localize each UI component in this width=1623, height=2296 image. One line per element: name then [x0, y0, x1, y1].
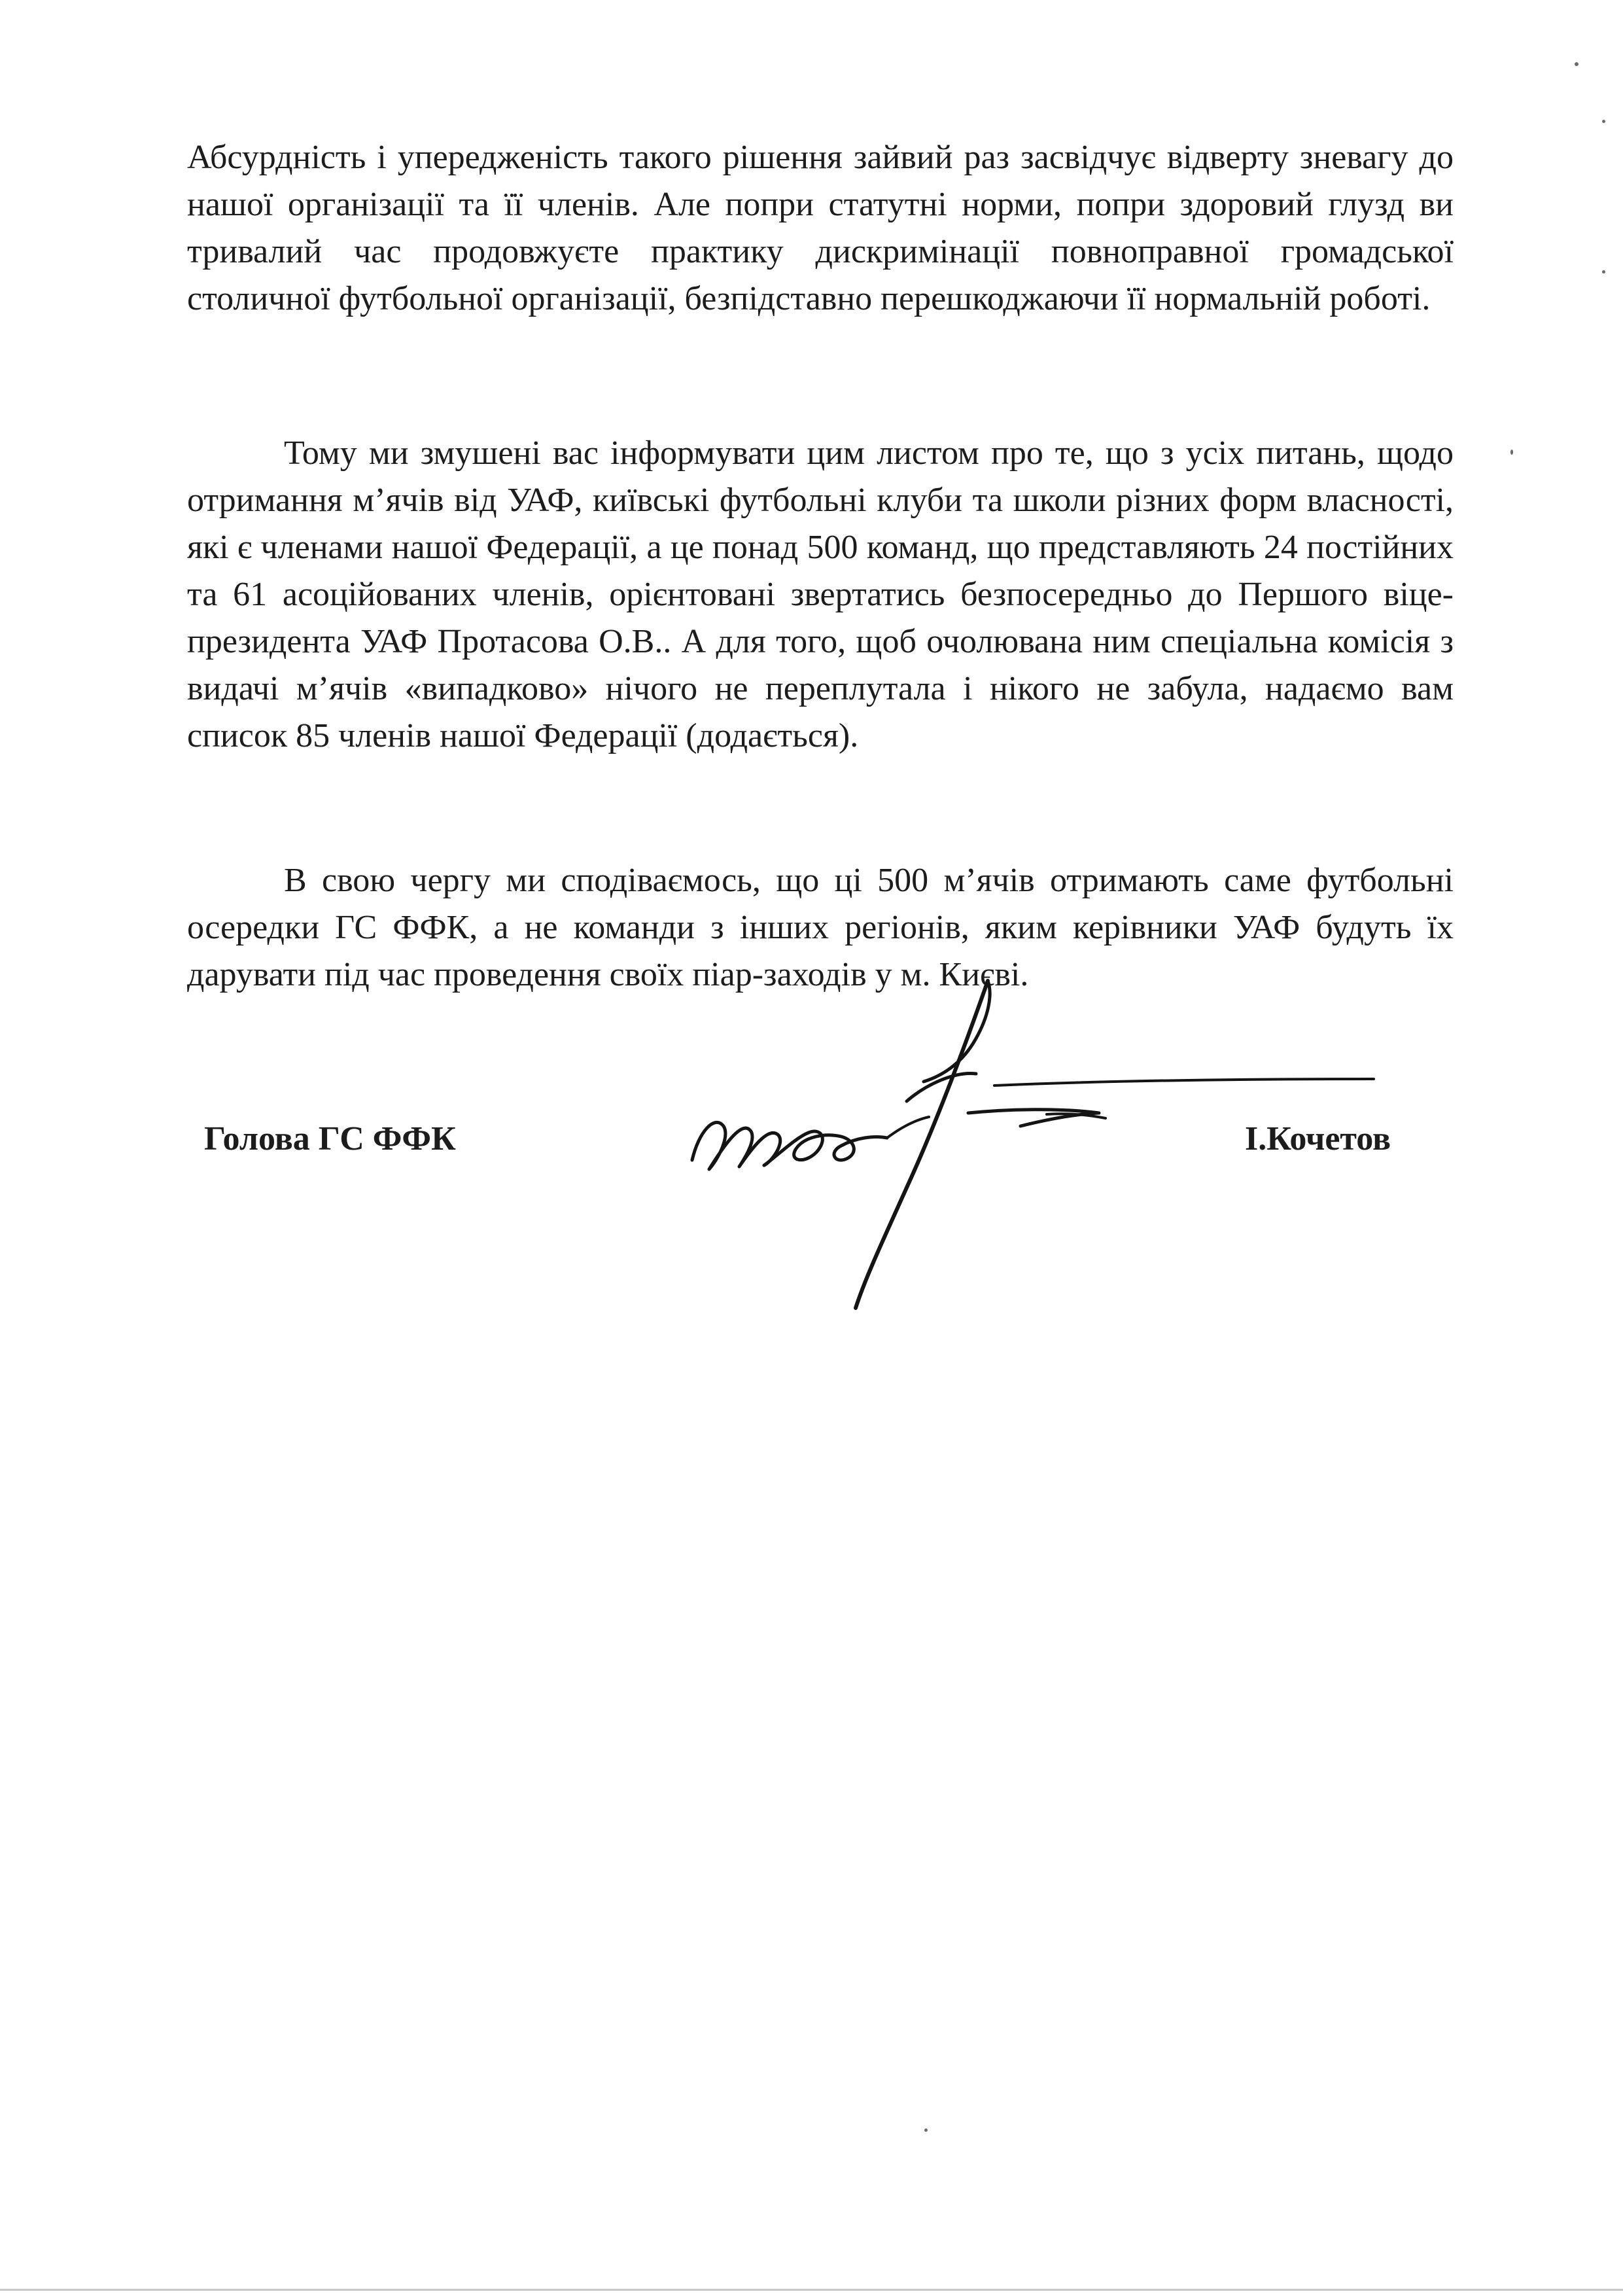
scan-speck [1575, 62, 1579, 66]
signatory-title: Голова ГС ФФК [204, 1120, 456, 1157]
paragraph-2: Тому ми змушені вас інформувати цим листом про те, що з усіх питань, щодо отримання м’ячів від УАФ, київські футбольні клуби та школи різних форм власності, які є членами нашої Федерації, а це понад 500 команд, що представляють 24 постійних та 61 асоційованих членів, орієнтовані звертатись безпосередньо до Першого віце-президента УАФ Протасова О.В.. А для того, щоб очолювана ним спеціальна комісія з видачі м’ячів «випадково» нічого не переплутала і нікого не забула, надаємо вам список 85 членів нашої Федерації (додається). [187, 434, 1454, 754]
scan-edge-line [0, 2289, 1623, 2291]
paragraph-3: В свою чергу ми сподіваємось, що ці 500 м’ячів отримають саме футбольні осередки ГС ФФК, а не команди з інших регіонів, яким керівники УАФ будуть їх дарувати під час проведення своїх піар-заходів у м. Києві. [187, 862, 1454, 993]
scan-speck [1602, 270, 1605, 274]
scan-speck [924, 2128, 928, 2132]
scan-speck [1510, 450, 1513, 455]
paragraph-1: Абсурдність і упередженість такого рішення зайвий раз засвідчує відверту зневагу до нашої організації та її членів. Але попри статутні норми, попри здоровий глузд ви тривалий час продовжуєте практику дискримінації повноправної громадської столичної футбольної організації, безпідставно перешкоджаючи її нормальній роботі. [187, 139, 1454, 317]
signature-block [0, 1116, 1623, 1338]
scan-speck [1602, 120, 1605, 123]
signatory-name: І.Кочетов [1245, 1120, 1391, 1157]
